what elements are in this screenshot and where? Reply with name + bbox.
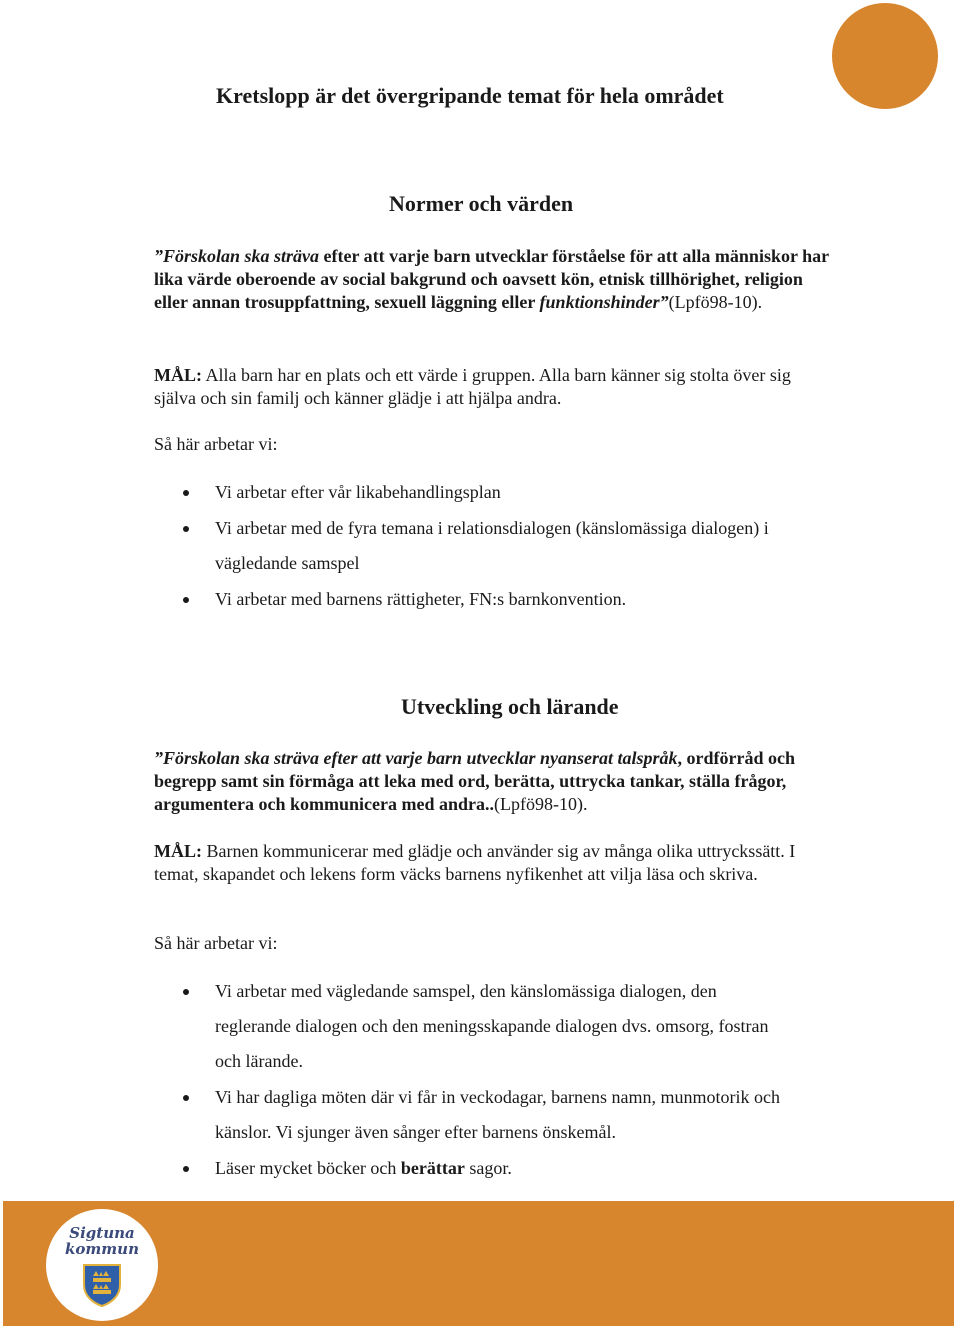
list-item-text-emphasis: berättar bbox=[400, 1158, 465, 1178]
quote-reference: (Lpfö98-10). bbox=[493, 794, 588, 814]
list-item: Vi har dagliga möten där vi får in veckodagar, barnens namn, munmotorik och känslor. Vi sjunger även sånger efter barnens önskemål. bbox=[154, 1080, 815, 1150]
sigtuna-kommun-logo bbox=[46, 1209, 158, 1321]
utveckling-how-label: Så här arbetar vi: bbox=[154, 933, 278, 953]
list-item-text-end: sagor. bbox=[464, 1158, 512, 1178]
list-item: Vi arbetar efter vår likabehandlingsplan bbox=[154, 475, 834, 510]
utveckling-bullet-list bbox=[154, 974, 834, 1187]
quote-italic-start: ”Förskolan ska sträva efter att varje barn utvecklar nyanserat talspråk bbox=[154, 748, 678, 768]
goal-label: MÅL: bbox=[154, 365, 202, 385]
list-item: Vi arbetar med de fyra temana i relationsdialogen (känslomässiga dialogen) i vägledande samspel bbox=[154, 511, 775, 581]
goal-text: Barnen kommunicerar med glädje och använder sig av många olika uttryckssätt. I temat, skapandet och lekens form väcks barnens nyfikenhet att vilja läsa och skriva. bbox=[154, 841, 796, 884]
normer-how-label: Så här arbetar vi: bbox=[154, 434, 278, 454]
quote-italic-start: ”Förskolan ska sträva bbox=[154, 246, 320, 266]
coat-of-arms-icon bbox=[80, 1261, 124, 1307]
decorative-orange-circle bbox=[832, 3, 938, 109]
page-title: Kretslopp är det övergripande temat för hela området bbox=[216, 83, 724, 108]
normer-curriculum-quote bbox=[154, 245, 834, 314]
quote-body: efter att varje barn utvecklar förståelse för att alla människor har lika värde oberoende av social bakgrund och oavsett kön, etnisk tillhörighet, religion eller annan trosuppfattning, sexuell läggning eller bbox=[154, 246, 829, 312]
list-item: Vi arbetar med barnens rättigheter, FN:s barnkonvention. bbox=[154, 582, 834, 617]
quote-italic-end: funktionshinder” bbox=[539, 292, 669, 312]
list-item bbox=[154, 1151, 834, 1186]
goal-label: MÅL: bbox=[154, 841, 202, 861]
list-item-text-start: Läser mycket böcker och bbox=[215, 1158, 401, 1178]
goal-text: Alla barn har en plats och ett värde i gruppen. Alla barn känner sig stolta över sig själva och sin familj och känner glädje i att hjälpa andra. bbox=[154, 365, 791, 408]
utveckling-goal bbox=[154, 840, 834, 886]
list-item: Vi arbetar med vägledande samspel, den känslomässiga dialogen, den reglerande dialogen och den meningsskapande dialogen dvs. omsorg, fostran och lärande. bbox=[154, 974, 775, 1079]
logo-text-line2: kommun bbox=[65, 1240, 139, 1258]
logo-text-line1: Sigtuna bbox=[69, 1224, 135, 1242]
normer-bullet-list bbox=[154, 475, 834, 618]
section-heading-normer: Normer och värden bbox=[389, 191, 574, 216]
quote-reference: (Lpfö98-10). bbox=[668, 292, 763, 312]
utveckling-curriculum-quote bbox=[154, 747, 834, 816]
quote-body: , ordförråd och begrepp samt sin förmåga att leka med ord, berätta, uttrycka tankar, ställa frågor, argumentera och kommunicera med andra.. bbox=[154, 748, 796, 814]
section-heading-utveckling: Utveckling och lärande bbox=[401, 694, 619, 719]
normer-goal bbox=[154, 364, 834, 410]
